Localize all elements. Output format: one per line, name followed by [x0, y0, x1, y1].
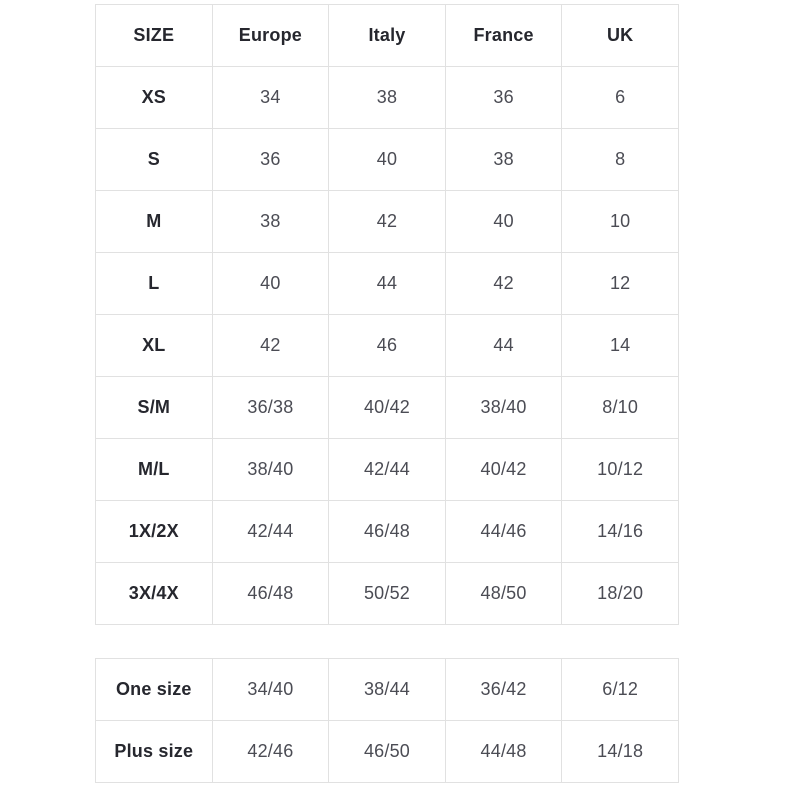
size-value-cell: 36/42 — [445, 659, 562, 721]
size-value-cell: 6 — [562, 67, 679, 129]
header-row — [96, 5, 679, 67]
size-conversion-table — [95, 4, 679, 625]
size-value-cell: 38/40 — [445, 377, 562, 439]
size-value-cell: 42/44 — [212, 501, 329, 563]
table-row-one-size — [96, 659, 679, 721]
table-row-sm — [96, 377, 679, 439]
size-value-cell: 12 — [562, 253, 679, 315]
size-label-cell: S/M — [96, 377, 213, 439]
table-row-xl — [96, 315, 679, 377]
size-value-cell: 46/48 — [212, 563, 329, 625]
size-label-cell: L — [96, 253, 213, 315]
size-value-cell: 42/46 — [212, 721, 329, 783]
size-value-cell: 14 — [562, 315, 679, 377]
size-value-cell: 10/12 — [562, 439, 679, 501]
table-row-s — [96, 129, 679, 191]
size-value-cell: 42 — [445, 253, 562, 315]
size-value-cell: 36 — [445, 67, 562, 129]
size-value-cell: 44/46 — [445, 501, 562, 563]
table-row-m — [96, 191, 679, 253]
size-value-cell: 46 — [329, 315, 446, 377]
size-label-cell: S — [96, 129, 213, 191]
size-value-cell: 38/40 — [212, 439, 329, 501]
size-value-cell: 40 — [212, 253, 329, 315]
size-value-cell: 50/52 — [329, 563, 446, 625]
size-value-cell: 14/18 — [562, 721, 679, 783]
size-label-cell: M/L — [96, 439, 213, 501]
column-header-size: SIZE — [96, 5, 213, 67]
size-value-cell: 42/44 — [329, 439, 446, 501]
size-value-cell: 10 — [562, 191, 679, 253]
size-value-cell: 40/42 — [445, 439, 562, 501]
size-value-cell: 38/44 — [329, 659, 446, 721]
size-label-cell: M — [96, 191, 213, 253]
size-value-cell: 42 — [329, 191, 446, 253]
size-value-cell: 38 — [212, 191, 329, 253]
size-value-cell: 40/42 — [329, 377, 446, 439]
size-label-cell: XS — [96, 67, 213, 129]
size-value-cell: 6/12 — [562, 659, 679, 721]
size-value-cell: 40 — [329, 129, 446, 191]
size-value-cell: 36 — [212, 129, 329, 191]
size-value-cell: 44 — [445, 315, 562, 377]
column-header-italy: Italy — [329, 5, 446, 67]
size-value-cell: 8 — [562, 129, 679, 191]
size-value-cell: 40 — [445, 191, 562, 253]
size-value-cell: 44 — [329, 253, 446, 315]
table-row-3x4x — [96, 563, 679, 625]
size-value-cell: 44/48 — [445, 721, 562, 783]
size-value-cell: 34/40 — [212, 659, 329, 721]
column-header-uk: UK — [562, 5, 679, 67]
column-header-europe: Europe — [212, 5, 329, 67]
size-value-cell: 34 — [212, 67, 329, 129]
size-label-cell: XL — [96, 315, 213, 377]
special-size-table — [95, 658, 679, 783]
table-row-1x2x — [96, 501, 679, 563]
size-label-cell: 1X/2X — [96, 501, 213, 563]
size-value-cell: 36/38 — [212, 377, 329, 439]
size-label-cell: 3X/4X — [96, 563, 213, 625]
size-value-cell: 38 — [329, 67, 446, 129]
size-conversion-tables — [95, 4, 679, 783]
table-row-plus-size — [96, 721, 679, 783]
size-label-cell: One size — [96, 659, 213, 721]
size-value-cell: 8/10 — [562, 377, 679, 439]
size-value-cell: 46/50 — [329, 721, 446, 783]
size-value-cell: 42 — [212, 315, 329, 377]
size-label-cell: Plus size — [96, 721, 213, 783]
table-row-l — [96, 253, 679, 315]
table-row-xs — [96, 67, 679, 129]
size-value-cell: 46/48 — [329, 501, 446, 563]
size-value-cell: 18/20 — [562, 563, 679, 625]
size-value-cell: 48/50 — [445, 563, 562, 625]
size-value-cell: 14/16 — [562, 501, 679, 563]
table-row-ml — [96, 439, 679, 501]
column-header-france: France — [445, 5, 562, 67]
size-value-cell: 38 — [445, 129, 562, 191]
